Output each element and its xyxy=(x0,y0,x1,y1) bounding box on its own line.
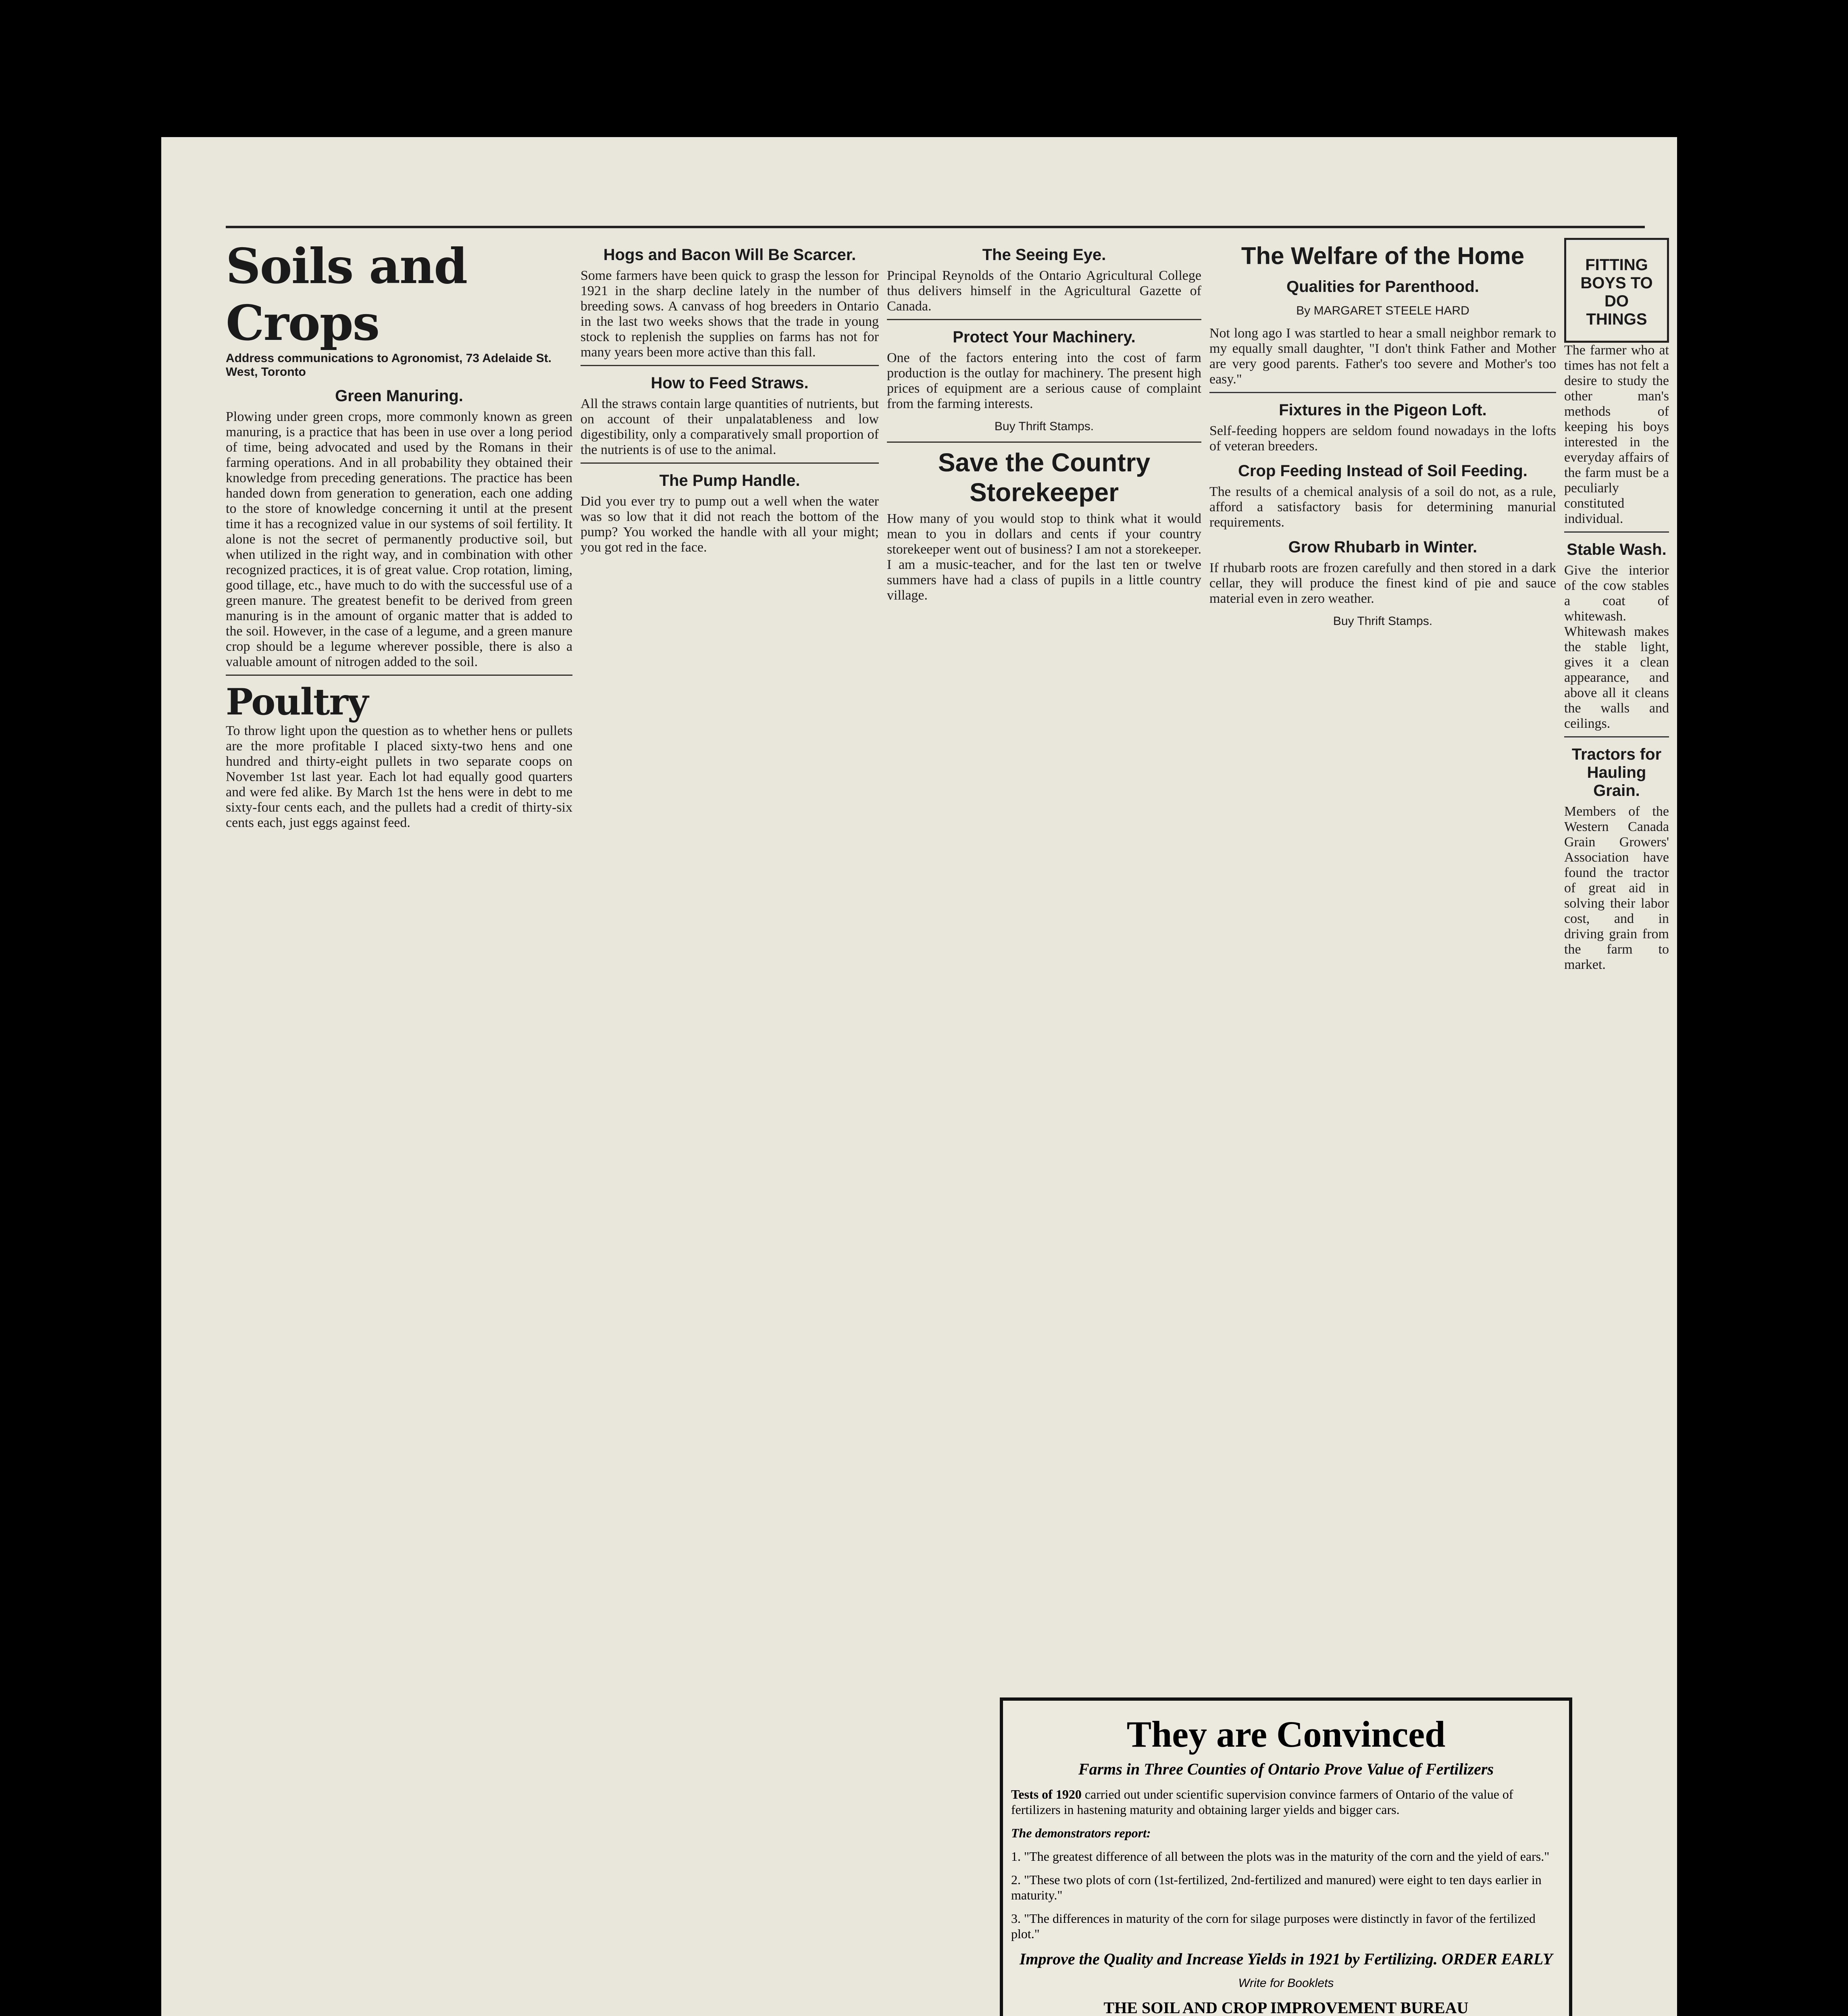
section-body: Plowing under green crops, more commonly known as green manuring, is a practice that has been in use over a long period of time, being advocated and used by the Romans in their farming operations. And in all probability they obtained their knowledge from preceding generations. The practice has been handed down from generation to generation, each one adding to the store of knowledge concerning it until at the present time it has a recognized value in our systems of soil fertility. It alone is not the secret of permanently productive soil, but when utilized in the right way, and in combination with other recognized practices, it is of great value. Crop rotation, liming, good tillage, etc., have much to do with the successful use of a green manure. The greatest benefit to be derived from green manuring is in the amount of organic matter that is added to the soil. However, in the case of a legume, and a green manure crop should be a legume wherever possible, there is also a valuable amount of nitrogen added to the soil. xyxy=(226,409,576,669)
ad-title: They are Convinced xyxy=(1126,1714,1446,1755)
ad-subtitle: Farms in Three Counties of Ontario Prove Value of Fertilizers xyxy=(1078,1760,1494,1778)
section-body: The farmer who at times has not felt a desire to study the other man's methods of keeping his boys interested in the everyday affairs of the farm must be a peculiarly constituted individual. xyxy=(1564,343,1673,526)
section-body: How many of you would stop to think what it would mean to you in dollars and cents if your country storekeeper went out of business? I am not a storekeeper. I am a music-teacher, and for the last ten or twelve summers have had a class of pupils in a little country village. xyxy=(887,511,1205,603)
section-title: Grow Rhubarb in Winter. xyxy=(1288,538,1478,556)
column-divider xyxy=(581,365,879,366)
column-divider xyxy=(887,319,1201,320)
ad-lead: Tests of 1920 xyxy=(1011,1787,1082,1801)
column-divider xyxy=(1564,531,1669,533)
column-divider xyxy=(1564,736,1669,737)
section-body: Did you ever try to pump out a well when the water was so low that it did not reach the bottom of the pump? You worked the handle with all your might; you got red in the face. xyxy=(581,494,882,555)
column-divider xyxy=(581,462,879,464)
ad-bureau: THE SOIL AND CROP IMPROVEMENT BUREAU xyxy=(1103,1999,1469,2016)
section-title: Protect Your Machinery. xyxy=(953,328,1136,346)
column-1 xyxy=(226,238,576,2016)
ad-intro: carried out under scientific supervision convince farmers of Ontario of the value of fertilizers in hastening maturity and obtaining larger yields and bigger cars. xyxy=(1011,1787,1513,1817)
section-title: Hogs and Bacon Will Be Scarcer. xyxy=(603,246,856,264)
section-body: Some farmers have been quick to grasp the lesson for 1921 in the sharp decline lately in the number of breeding sows. A canvass of hog breeders in Ontario in the last two weeks shows that the trade in young stock to replenish the supplies on farms has not for many years been more active than this fall. xyxy=(581,268,882,360)
fifth-column xyxy=(1564,238,1673,2016)
column-divider xyxy=(1209,392,1556,393)
ad-cta: Improve the Quality and Increase Yields in 1921 by Fertilizing. ORDER EARLY xyxy=(1019,1950,1553,1968)
section-body: To throw light upon the question as to whether hens or pullets are the more profitable I placed sixty-two hens and one hundred and thirty-eight pullets in two separate coops on November 1st last year. Each lot had equally good quarters and were fed alike. By March 1st the hens were in debt to me sixty-four cents each, and the pullets had a credit of thirty-six cents each, just eggs against feed. xyxy=(226,723,576,830)
section-title: FITTING BOYS TO DO THINGS xyxy=(1580,256,1653,328)
section-body: The results of a chemical analysis of a soil do not, as a rule, afford a satisfactory basis for determining manurial requirements. xyxy=(1209,484,1560,530)
section-body: Principal Reynolds of the Ontario Agricultural College thus delivers himself in the Agricultural Gazette of Canada. xyxy=(887,268,1205,314)
section-body: If rhubarb roots are frozen carefully and then stored in a dark cellar, they will produce the finest kind of pie and sauce material even in zero weather. xyxy=(1209,560,1560,606)
section-title: Green Manuring. xyxy=(335,387,463,405)
column-2 xyxy=(581,238,882,2016)
poultry-logo: Poultry xyxy=(226,681,368,723)
ad-report-item: 1. "The greatest difference of all between the plots was in the maturity of the corn and the yield of ears." xyxy=(1011,1849,1550,1864)
thrift-stamps-note: Buy Thrift Stamps. xyxy=(994,420,1094,433)
fertilizer-advertisement xyxy=(1000,1697,1572,2016)
soils-crops-logo: Soils and Crops xyxy=(226,238,467,352)
section-title: Tractors for Hauling Grain. xyxy=(1571,746,1662,800)
fitting-boys-box xyxy=(1564,238,1669,343)
byline: By MARGARET STEELE HARD xyxy=(1296,304,1469,317)
column-4 xyxy=(1209,238,1560,1673)
newspaper-page xyxy=(161,137,1677,2016)
section-title: The Pump Handle. xyxy=(659,472,800,489)
ad-body xyxy=(1011,1787,1561,1817)
section-body: Self-feeding hoppers are seldom found nowadays in the lofts of veteran breeders. xyxy=(1209,423,1560,454)
section-body: One of the factors entering into the cost of farm production is the outlay for machinery. The present high prices of equipment are a serious cause of complaint from the farming interests. xyxy=(887,350,1205,411)
section-title: Crop Feeding Instead of Soil Feeding. xyxy=(1238,462,1528,480)
address-line: Address communications to Agronomist, 73 Adelaide St. West, Toronto xyxy=(226,352,551,379)
section-subtitle: Qualities for Parenthood. xyxy=(1286,278,1479,296)
section-title: Stable Wash. xyxy=(1567,541,1667,558)
section-body: Members of the Western Canada Grain Growers' Association have found the tractor of great aid in solving their labor cost, and in driving grain from the farm to market. xyxy=(1564,804,1673,972)
section-title: Fixtures in the Pigeon Loft. xyxy=(1279,401,1487,419)
section-title: How to Feed Straws. xyxy=(651,374,809,392)
column-divider xyxy=(887,442,1201,443)
section-body: All the straws contain large quantities of nutrients, but on account of their unpalatableness and low digestibility, only a comparatively small proportion of the nutrients is of use to the animal. xyxy=(581,396,882,457)
column-divider xyxy=(226,675,572,676)
welfare-headline: The Welfare of the Home xyxy=(1241,242,1525,269)
ad-report-heading: The demonstrators report: xyxy=(1011,1826,1151,1840)
thrift-stamps-note: Buy Thrift Stamps. xyxy=(1333,614,1433,628)
section-body: Give the interior of the cow stables a coat of whitewash. Whitewash makes the stable light, gives it a clean appearance, and above all it cleans the walls and ceilings. xyxy=(1564,563,1673,731)
ad-write: Write for Booklets xyxy=(1238,1976,1334,1990)
top-rule xyxy=(226,226,1645,228)
storekeeper-headline: Save the Country Storekeeper xyxy=(938,448,1151,507)
section-body: Not long ago I was startled to hear a small neighbor remark to my equally small daughter, "I don't think Father and Mother are very good parents. Father's too severe and Mother's too easy." xyxy=(1209,326,1560,387)
ad-report-item: 3. "The differences in maturity of the corn for silage purposes were distinctly in favor of the fertilized plot." xyxy=(1011,1911,1536,1941)
ad-report-item: 2. "These two plots of corn (1st-fertilized, 2nd-fertilized and manured) were eight to ten days earlier in maturity." xyxy=(1011,1872,1542,1902)
section-title: The Seeing Eye. xyxy=(982,246,1106,264)
